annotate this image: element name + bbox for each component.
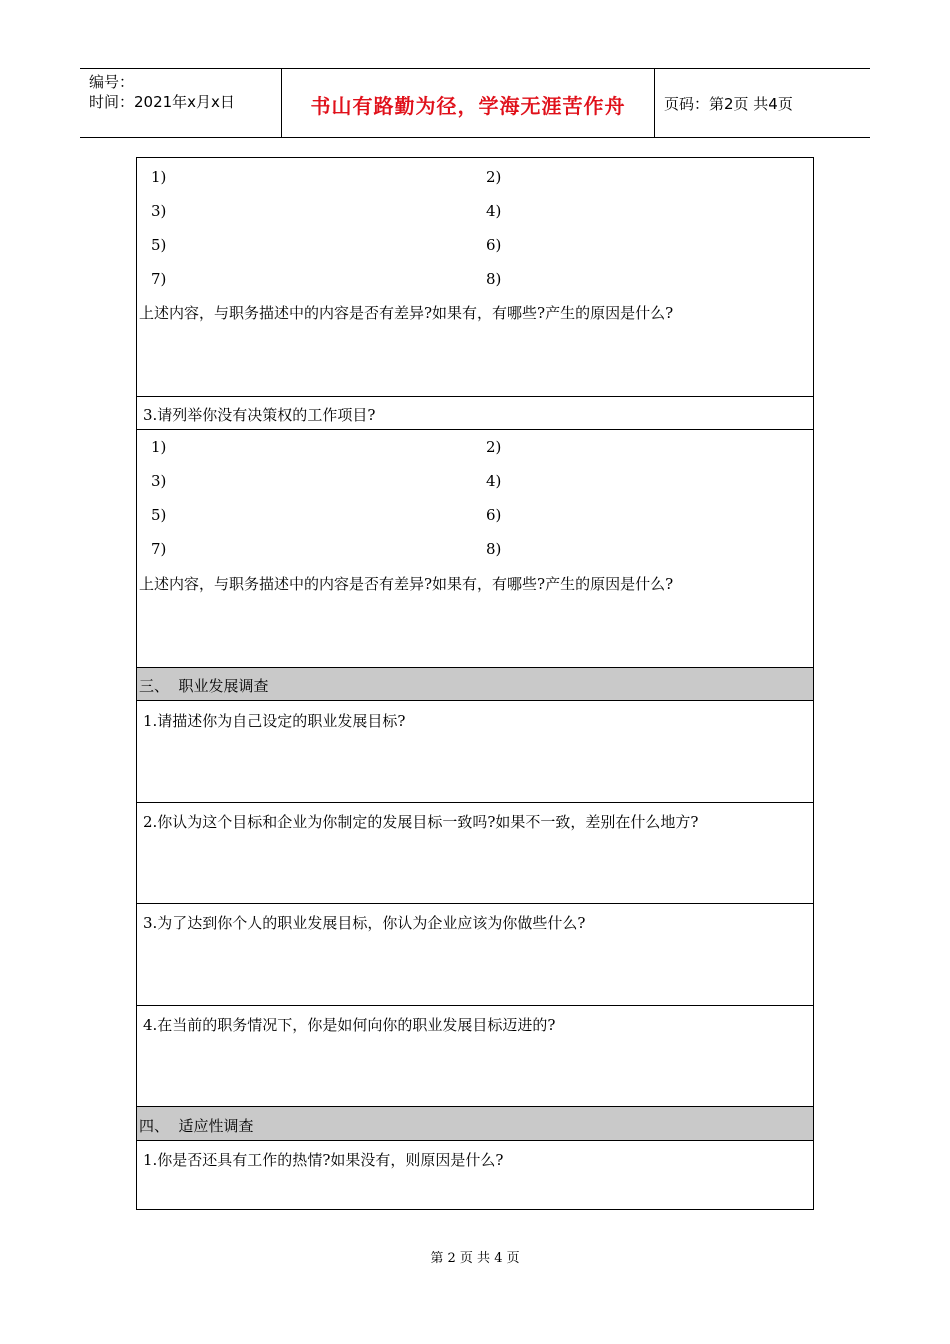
list-item: 7) xyxy=(151,270,167,288)
section-heading-career xyxy=(137,667,813,701)
section-heading-adaptability xyxy=(137,1106,813,1141)
list-item: 4) xyxy=(486,202,502,220)
list-item: 3) xyxy=(151,472,167,490)
document-header xyxy=(80,68,870,138)
question-row xyxy=(137,1140,813,1210)
page-label: 页码：第2页 共4页 xyxy=(664,95,793,113)
survey-form xyxy=(136,157,814,1210)
list-item: 2) xyxy=(486,168,502,186)
question-row xyxy=(137,700,813,803)
list-item: 3) xyxy=(151,202,167,220)
section-title: 三、 职业发展调查 xyxy=(139,677,269,695)
list-item: 2) xyxy=(486,438,502,456)
header-meta-cell xyxy=(80,69,281,137)
header-page-cell xyxy=(655,69,870,137)
list-item: 6) xyxy=(486,236,502,254)
page-footer: 第 2 页 共 4 页 xyxy=(430,1251,520,1266)
list-item: 4) xyxy=(486,472,502,490)
number-label: 编号： xyxy=(89,73,135,91)
section-title: 四、 适应性调查 xyxy=(139,1117,254,1135)
question-row xyxy=(137,903,813,1006)
motto: 书山有路勤为径，学海无涯苦作舟 xyxy=(310,94,626,118)
question-row xyxy=(137,396,813,430)
question-progress: 4.在当前的职务情况下，你是如何向你的职业发展目标迈进的? xyxy=(143,1016,556,1034)
list-item: 6) xyxy=(486,506,502,524)
question-row xyxy=(137,802,813,904)
question-work-passion: 1.你是否还具有工作的热情?如果没有，则原因是什么? xyxy=(143,1151,504,1169)
time-label: 时间：2021年x月x日 xyxy=(89,93,235,111)
question-career-goal: 1.请描述你为自己设定的职业发展目标? xyxy=(143,712,406,730)
question-row xyxy=(137,1005,813,1107)
difference-question: 上述内容，与职务描述中的内容是否有差异?如果有，有哪些?产生的原因是什么? xyxy=(139,575,674,593)
header-motto-cell xyxy=(281,69,655,137)
list-item: 5) xyxy=(151,236,167,254)
question-goal-alignment: 2.你认为这个目标和企业为你制定的发展目标一致吗?如果不一致，差别在什么地方? xyxy=(143,813,699,831)
list-item: 8) xyxy=(486,270,502,288)
question-no-decision-power: 3.请列举你没有决策权的工作项目? xyxy=(143,406,376,424)
difference-question: 上述内容，与职务描述中的内容是否有差异?如果有，有哪些?产生的原因是什么? xyxy=(139,304,674,322)
list-item: 8) xyxy=(486,540,502,558)
list-item: 1) xyxy=(151,168,167,186)
list-item: 7) xyxy=(151,540,167,558)
list-b-row xyxy=(137,429,813,668)
list-a-row xyxy=(137,158,813,396)
question-company-support: 3.为了达到你个人的职业发展目标，你认为企业应该为你做些什么? xyxy=(143,914,586,932)
list-item: 1) xyxy=(151,438,167,456)
list-item: 5) xyxy=(151,506,167,524)
